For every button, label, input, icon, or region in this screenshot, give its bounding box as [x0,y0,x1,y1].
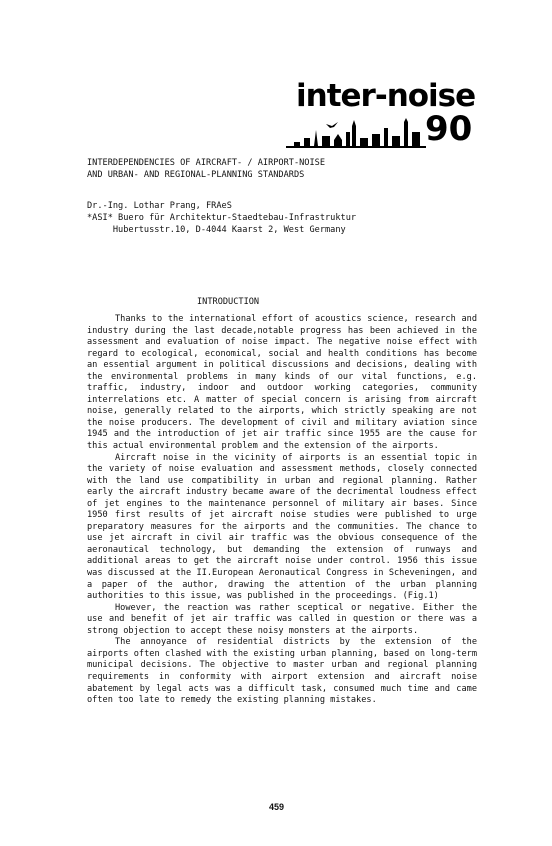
logo-year-text: 90 [425,109,473,149]
paragraph: Thanks to the international effort of acoustics science, research and industry during the last decade,notable progress has been achieved in the assessment and evaluation of noise impact. The negative noise effect with regard to ecological, economical, social and health conditions has become an essential argument in political discussions and decisions, dealing with the environmental problems in many kinds of our vital functions, e.g. traffic, industry, indoor and outdoor working categories, community interrelations etc. A matter of special concern is arising from aircraft noise, generally related to the airports, which strictly speaking are not the noise producers. The development of civil and military aviation since 1945 and the introduction of jet air traffic since 1955 are the cause for this actual environmental problem and the extension of the airports. [87,314,477,452]
author-name: Dr.-Ing. Lothar Prang, FRAeS [87,201,232,211]
paper-title [87,157,325,181]
body-text [87,314,477,707]
logo-brand-text: inter-noise [296,78,476,114]
author-affiliation: *ASI* Buero für Architektur-Staedtebau-Infrastruktur [87,213,357,223]
paragraph: However, the reaction was rather sceptical or negative. Either the use and benefit of jet air traffic was called in question or there was a strong objection to accept these noisy monsters at the airports. [87,602,477,636]
title-line: INTERDEPENDENCIES OF AIRCRAFT- / AIRPORT-NOISE [87,158,325,168]
page-number: 459 [269,802,285,812]
title-line: AND URBAN- AND REGIONAL-PLANNING STANDARDS [87,170,305,180]
inter-noise-90-logo [286,78,482,148]
author-address: Hubertusstr.10, D-4044 Kaarst 2, West Germany [87,225,346,235]
section-heading: INTRODUCTION [197,297,260,307]
author-block [87,200,356,236]
paragraph: The annoyance of residential districts by the extension of the airports often clashed with the existing urban planning, based on long-term municipal decisions. The objective to master urban and regional planning requirements in conformity with airport extension and aircraft noise abatement by legal acts was a difficult task, consumed much time and came often too late to remedy the existing planning mistakes. [87,637,477,706]
paragraph: Aircraft noise in the vicinity of airports is an essential topic in the variety of noise evaluation and assessment methods, closely connected with the land use compatibility in urban and regional planning. Rather early the aircraft industry became aware of the decrimental loudness effect of jet engines to the maintenance personnel of military air bases. Since 1950 first results of jet aircraft noise studies were published to urge preparatory measures for the airports and the communities. The chance to use jet aircraft in civil air traffic was the obvious consequence of the aeronautical technology, but demanding the extension of runways and additional areas to get the aircraft noise under control. 1956 this issue was discussed at the II.European Aeronautical Congress in Scheveningen, and a paper of the author, drawing the attention of the urban planning authorities to this issue, was published in the proceedings. (Fig.1) [87,452,477,602]
city-skyline-logo-graphic [286,116,426,148]
